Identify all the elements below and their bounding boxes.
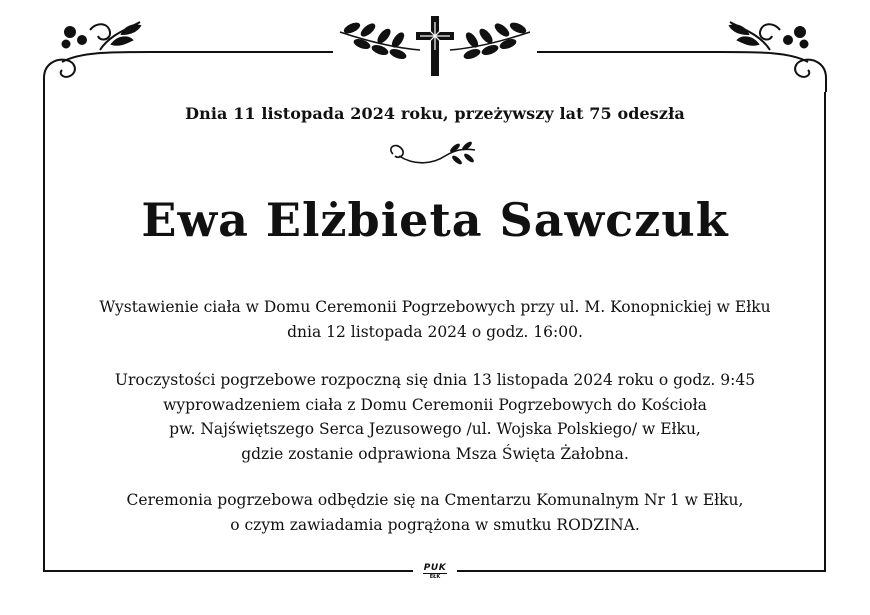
top-ornament — [0, 0, 870, 100]
left-laurel-icon — [340, 21, 420, 60]
intro-line: Dnia 11 listopada 2024 roku, przeżywszy lat 75 odeszła — [185, 104, 685, 123]
right-corner-scroll-icon — [720, 22, 826, 92]
logo-main-text: PUK — [423, 563, 447, 573]
puk-logo — [415, 563, 455, 580]
deceased-name: Ewa Elżbieta Sawczuk — [141, 193, 729, 247]
frame-bottom-border-right — [457, 570, 826, 572]
paragraph-line: wyprowadzeniem ciała z Domu Ceremonii Pogrzebowych do Kościoła — [163, 395, 707, 414]
left-corner-scroll-icon — [44, 22, 150, 92]
paragraph-line: Uroczystości pogrzebowe rozpoczną się dnia 13 listopada 2024 roku o godz. 9:45 — [114, 371, 756, 389]
paragraph-line: Wystawienie ciała w Domu Ceremonii Pogrzebowych przy ul. M. Konopnickiej w Ełku — [99, 298, 771, 316]
cross-icon — [416, 16, 454, 76]
paragraph-line: gdzie zostanie odprawiona Msza Święta Żałobna. — [241, 444, 629, 463]
paragraph-line: o czym zawiadamia pogrążona w smutku RODZINA. — [230, 515, 640, 534]
paragraph-burial — [0, 488, 870, 537]
paragraph-line: Ceremonia pogrzebowa odbędzie się na Cmentarzu Komunalnym Nr 1 w Ełku, — [126, 491, 744, 509]
paragraph-line: pw. Najświętszego Serca Jezusowego /ul. Wojska Polskiego/ w Ełku, — [169, 420, 701, 438]
paragraph-ceremony — [0, 368, 870, 466]
paragraph-line: dnia 12 listopada 2024 o godz. 16:00. — [287, 322, 583, 341]
logo-sub-text: EŁK — [423, 573, 447, 580]
paragraph-viewing — [0, 295, 870, 344]
right-laurel-icon — [450, 21, 530, 60]
leaf-divider-icon — [385, 140, 485, 174]
frame-bottom-border-left — [43, 570, 413, 572]
